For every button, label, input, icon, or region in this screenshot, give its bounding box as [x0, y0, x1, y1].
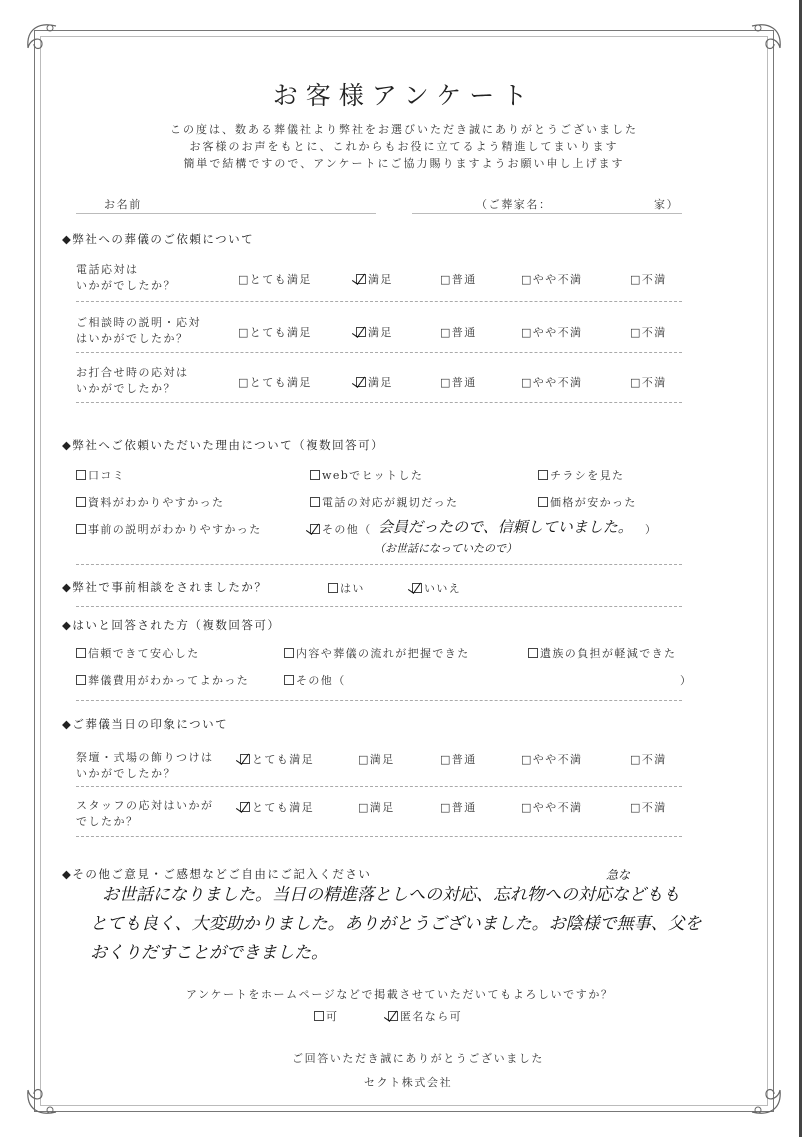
checkbox-checked-icon [356, 377, 366, 387]
checkbox-icon [528, 648, 538, 658]
yes-reason-label: 信頼できて安心した [88, 647, 200, 660]
q6-opt-very-satisfied[interactable] [240, 799, 314, 815]
reason-label: チラシを見た [550, 469, 625, 482]
yes-reason-other[interactable] [284, 672, 346, 688]
checkbox-checked-icon [310, 524, 320, 534]
q5-opt-satisfied[interactable]: □満足 [358, 753, 395, 766]
divider [76, 836, 682, 837]
footer-company: セクト株式会社 [364, 1076, 453, 1089]
q1-opt-very-satisfied[interactable]: □とても満足 [238, 273, 312, 286]
publish-anonymous-label: 匿名なら可 [400, 1010, 462, 1023]
q2-line2: はいかがでしたか？ [76, 332, 189, 345]
reason-phone[interactable] [310, 494, 458, 510]
comment-line-1: お世話になりました。当日の精進落としへの対応、忘れ物への対応などもも [102, 885, 680, 905]
yes-reason-label: 内容や葬儀の流れが把握できた [296, 647, 470, 660]
section2-heading: ◆弊社へご依頼いただいた理由について（複数回答可） [62, 438, 385, 452]
intro-line-2: お客様のお声をもとに、これからもお役に立てるよう精進してまいります [189, 140, 619, 153]
family-underline [412, 213, 682, 214]
checkbox-icon [76, 675, 86, 685]
publish-ok-label: 可 [326, 1010, 339, 1023]
page-title: お客様アンケート [272, 81, 536, 110]
q6-line2: でしたか？ [76, 815, 139, 828]
reason-web[interactable] [310, 467, 423, 483]
ornament-top-left-icon [20, 18, 64, 62]
reason-explanation[interactable] [76, 521, 262, 537]
checkbox-icon [76, 470, 86, 480]
section4-heading: ◆はいと回答された方（複数回答可） [62, 618, 281, 632]
reason-label: 価格が安かった [550, 496, 637, 509]
checkbox-checked-icon [356, 327, 366, 337]
q1-line1: 電話応対は [76, 263, 139, 276]
reason-other-handwritten-2: （お世話になっていたので） [374, 542, 517, 555]
q3-opt-satisfied-label: 満足 [368, 376, 393, 389]
publish-anonymous[interactable] [388, 1008, 462, 1024]
checkbox-icon [76, 648, 86, 658]
reason-price[interactable] [538, 494, 637, 510]
divider [76, 606, 682, 607]
q6-opt-dissatisfied[interactable]: □不満 [630, 801, 667, 814]
intro-line-1: この度は、数ある葬儀社より弊社をお選びいただき誠にありがとうございました [170, 123, 638, 136]
yes-reason-cost[interactable] [76, 672, 249, 688]
q6-label [76, 798, 214, 830]
checkbox-icon [538, 497, 548, 507]
q5-line1: 祭壇・式場の飾りつけは [76, 751, 214, 764]
q2-opt-somewhat-dissatisfied[interactable]: □やや不満 [521, 326, 583, 339]
reason-word-of-mouth[interactable] [76, 467, 125, 483]
q6-opt-satisfied[interactable]: □満足 [358, 801, 395, 814]
reason-label: 電話の対応が親切だった [322, 496, 459, 509]
consult-no[interactable] [412, 580, 461, 596]
intro-line-3: 簡単で結構ですので、アンケートにご協力賜りますようお願い申し上げます [183, 157, 625, 170]
q1-line2: いかがでしたか？ [76, 279, 176, 292]
consult-no-label: いいえ [424, 582, 462, 595]
q5-opt-normal[interactable]: □普通 [440, 753, 477, 766]
q2-opt-satisfied-label: 満足 [368, 326, 393, 339]
q3-line2: いかがでしたか？ [76, 382, 176, 395]
checkbox-icon [538, 470, 548, 480]
q1-label [76, 262, 176, 294]
comment-line-2: とても良く、大変助かりました。ありがとうございました。お陰様で無事、父を [90, 914, 702, 934]
q1-opt-normal[interactable]: □普通 [440, 273, 477, 286]
divider [76, 564, 682, 565]
reason-label: 事前の説明がわかりやすかった [88, 523, 262, 536]
q2-opt-dissatisfied[interactable]: □不満 [630, 326, 667, 339]
q1-opt-dissatisfied[interactable]: □不満 [630, 273, 667, 286]
q5-line2: いかがでしたか？ [76, 767, 176, 780]
divider [76, 402, 682, 403]
q1-opt-somewhat-dissatisfied[interactable]: □やや不満 [521, 273, 583, 286]
q5-opt-dissatisfied[interactable]: □不満 [630, 753, 667, 766]
yes-reason-label: その他（ [296, 674, 346, 687]
q6-opt-very-satisfied-label: とても満足 [252, 801, 314, 814]
divider [76, 700, 682, 701]
q1-opt-satisfied-label: 満足 [368, 273, 393, 286]
checkbox-icon [310, 470, 320, 480]
reason-label: webでヒットした [322, 469, 424, 482]
family-suffix-label: 家） [654, 198, 680, 211]
section1-heading: ◆弊社への葬儀のご依頼について [62, 232, 255, 246]
yes-reason-flow[interactable] [284, 645, 470, 661]
consult-yes-label: はい [340, 582, 365, 595]
checkbox-checked-icon [240, 802, 250, 812]
section3-question: ◆弊社で事前相談をされましたか？ [62, 580, 268, 594]
yes-reason-label: 葬儀費用がわかってよかった [88, 674, 250, 687]
ornament-bottom-left-icon [20, 1076, 64, 1120]
yes-reason-label: 遺族の負担が軽減できた [540, 647, 677, 660]
name-label: お名前 [104, 198, 142, 211]
q6-opt-somewhat-dissatisfied[interactable]: □やや不満 [521, 801, 583, 814]
reason-other-close: ） [645, 523, 658, 536]
divider [76, 786, 682, 787]
checkbox-icon [314, 1011, 324, 1021]
reason-label: 口コミ [88, 469, 126, 482]
ornament-bottom-right-icon [744, 1076, 788, 1120]
checkbox-checked-icon [412, 583, 422, 593]
footer-thanks: ご回答いただき誠にありがとうございました [292, 1052, 544, 1065]
section6-heading: ◆その他ご意見・ご感想などご自由にご記入ください [62, 867, 372, 881]
q5-opt-very-satisfied[interactable] [240, 751, 314, 767]
q3-opt-normal[interactable]: □普通 [440, 376, 477, 389]
reason-flyer[interactable] [538, 467, 624, 483]
ornament-top-right-icon [744, 18, 788, 62]
checkbox-icon [284, 648, 294, 658]
family-name-label: （ご葬家名： [476, 198, 552, 211]
reason-other-handwritten: 会員だったので、信頼していました。 [378, 518, 633, 536]
divider [76, 301, 682, 302]
comment-line-3: おくりだすことができました。 [90, 943, 328, 963]
name-underline [76, 213, 376, 214]
q3-line1: お打合せ時の応対は [76, 366, 189, 379]
checkbox-icon [76, 524, 86, 534]
publish-ok[interactable] [314, 1008, 338, 1024]
q2-line1: ご相談時の説明・応対 [76, 316, 201, 329]
q6-line1: スタッフの応対はいかが [76, 799, 214, 812]
checkbox-checked-icon [388, 1011, 398, 1021]
q2-opt-normal[interactable]: □普通 [440, 326, 477, 339]
q5-opt-very-satisfied-label: とても満足 [252, 753, 314, 766]
reason-other[interactable] [310, 521, 372, 537]
checkbox-icon [310, 497, 320, 507]
checkbox-icon [284, 675, 294, 685]
q3-opt-dissatisfied[interactable]: □不満 [630, 376, 667, 389]
q3-opt-somewhat-dissatisfied[interactable]: □やや不満 [521, 376, 583, 389]
section5-heading: ◆ご葬儀当日の印象について [62, 717, 229, 731]
q2-opt-satisfied[interactable] [356, 324, 393, 340]
divider [76, 352, 682, 353]
publish-question: アンケートをホームページなどで掲載させていただいてもよろしいですか？ [186, 988, 614, 1001]
q2-label [76, 315, 201, 347]
q3-label [76, 365, 189, 397]
reason-label: その他（ [322, 523, 372, 536]
q3-opt-very-satisfied[interactable]: □とても満足 [238, 376, 312, 389]
yes-reason-other-close: ） [680, 674, 693, 687]
reason-label: 資料がわかりやすかった [88, 496, 225, 509]
checkbox-icon [76, 497, 86, 507]
consult-yes[interactable] [328, 580, 365, 596]
q1-opt-satisfied[interactable] [356, 271, 393, 287]
q2-opt-very-satisfied[interactable]: □とても満足 [238, 326, 312, 339]
q5-label [76, 750, 214, 782]
q6-opt-normal[interactable]: □普通 [440, 801, 477, 814]
yes-reason-burden[interactable] [528, 645, 676, 661]
checkbox-checked-icon [356, 274, 366, 284]
q3-opt-satisfied[interactable] [356, 374, 393, 390]
insert-note: 急な [606, 868, 631, 882]
reason-materials[interactable] [76, 494, 224, 510]
q5-opt-somewhat-dissatisfied[interactable]: □やや不満 [521, 753, 583, 766]
checkbox-checked-icon [240, 754, 250, 764]
checkbox-icon [328, 583, 338, 593]
yes-reason-trust[interactable] [76, 645, 200, 661]
